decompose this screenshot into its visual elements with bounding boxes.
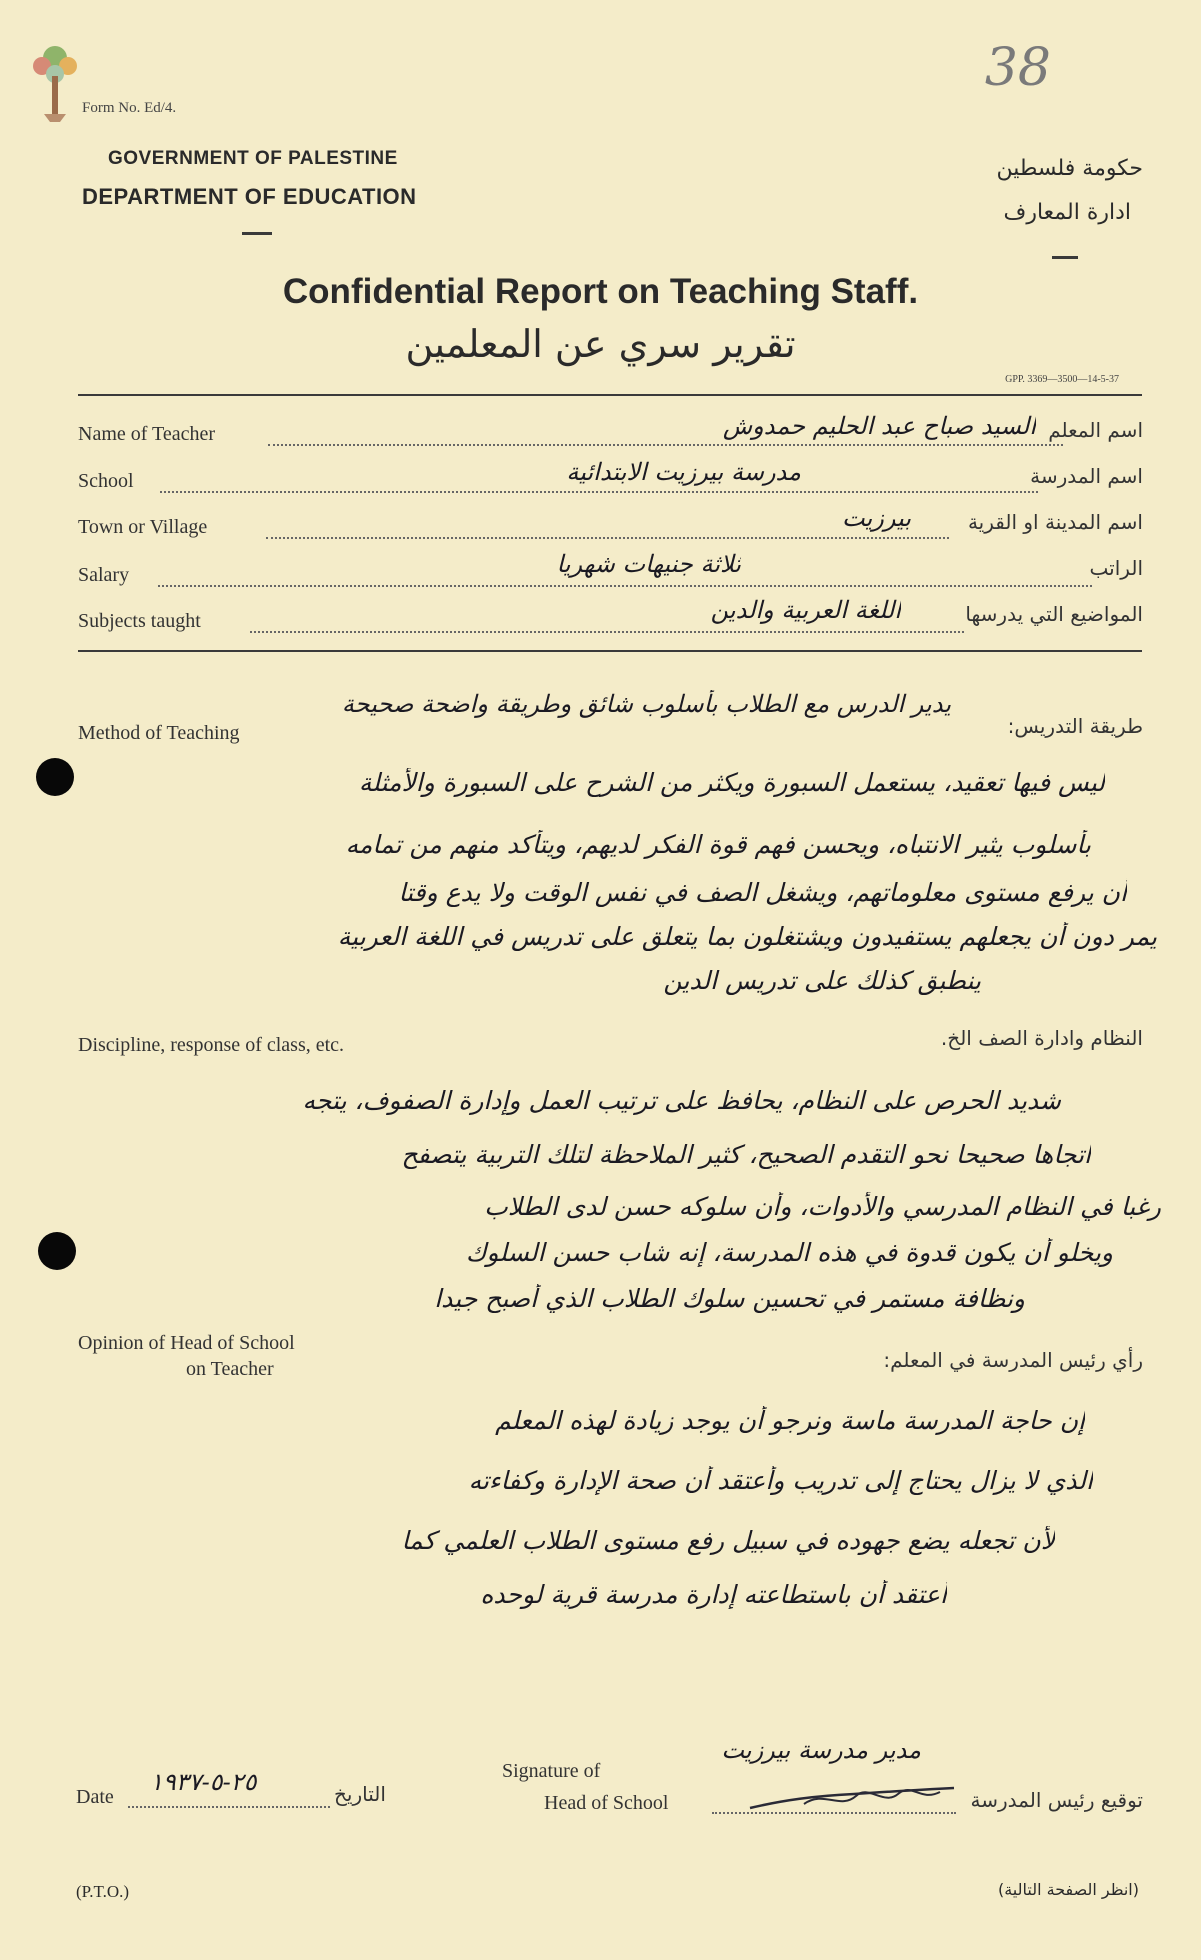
department-heading-ar: ادارة المعارف <box>1003 200 1131 225</box>
field-value-handwritten: مدرسة بيرزيت الابتدائية <box>566 458 801 486</box>
tree-logo-icon <box>24 36 86 132</box>
report-title-en: Confidential Report on Teaching Staff. <box>282 272 919 311</box>
signature-scribble-icon <box>744 1770 964 1820</box>
field-label-ar: الراتب <box>1089 556 1143 580</box>
field-label-ar: اسم المدينة او القرية <box>967 510 1143 534</box>
opinion-line-4: أعتقد أن باستطاعته إدارة مدرسة قرية لوحده <box>480 1580 947 1609</box>
date-label-ar: التاريخ <box>334 1782 386 1806</box>
discipline-line-3: رغبا في النظام المدرسي والأدوات، وأن سلوكه حسن لدى الطلاب <box>484 1192 1161 1221</box>
field-value-handwritten: السيد صباح عبد الحليم حمدوش <box>722 412 1036 440</box>
government-heading-en: GOVERNMENT OF PALESTINE <box>108 148 398 169</box>
field-label-en: Salary <box>78 564 130 586</box>
signature-label-ar: توقيع رئيس المدرسة <box>970 1788 1143 1812</box>
opinion-line-1: إن حاجة المدرسة ماسة ونرجو أن يوجد زيادة لهذه المعلم <box>495 1406 1085 1435</box>
punch-hole-top <box>36 758 74 796</box>
field-label-ar: المواضيع التي يدرسها <box>965 602 1143 626</box>
department-heading-en: DEPARTMENT OF EDUCATION <box>82 184 417 209</box>
field-value-handwritten: اللغة العربية والدين <box>710 596 901 624</box>
pto-label-ar: (انظر الصفحة التالية) <box>997 1880 1139 1899</box>
discipline-line-2: اتجاها صحيحا نحو التقدم الصحيح، كثير الملاحظة لتلك التربية يتصفح <box>401 1140 1091 1169</box>
discipline-line-1: شديد الحرص على النظام، يحافظ على ترتيب العمل وإدارة الصفوف، يتجه <box>302 1086 1061 1115</box>
method-line-3: بأسلوب يثير الانتباه، ويحسن فهم قوة الفكر لديهم، ويتأكد منهم من تمامه <box>345 830 1091 859</box>
discipline-label-ar: النظام وادارة الصف الخ. <box>940 1026 1143 1050</box>
page-number: 38 <box>984 38 1051 98</box>
field-label-en: Subjects taught <box>78 610 201 632</box>
report-title-ar: تقرير سري عن المعلمين <box>405 322 796 366</box>
opinion-label-ar: رأي رئيس المدرسة في المعلم: <box>883 1348 1143 1372</box>
field-label-ar: اسم المدرسة <box>1030 464 1143 488</box>
form-number: Form No. Ed/4. <box>82 100 177 116</box>
signature-handwritten: مدير مدرسة بيرزيت <box>721 1736 921 1764</box>
method-line-1: يدير الدرس مع الطلاب بأسلوب شائق وطريقة واضحة صحيحة <box>341 690 951 718</box>
date-dotted-line <box>128 1806 330 1808</box>
method-line-6: ينطبق كذلك على تدريس الدين <box>663 966 981 995</box>
field-label-ar: اسم المعلم <box>1048 418 1143 442</box>
signature-label-1: Signature of <box>502 1760 601 1782</box>
opinion-line-3: لأن تجعله يضع جهوده في سبيل رفع مستوى الطلاب العلمي كما <box>401 1526 1055 1555</box>
field-label-en: School <box>78 470 134 492</box>
discipline-line-5: ونظافة مستمر في تحسين سلوك الطلاب الذي أصبح جيدا <box>434 1284 1025 1313</box>
field-dotted-line <box>268 444 1063 446</box>
method-line-4: أن يرفع مستوى معلوماتهم، ويشغل الصف في نفس الوقت ولا يدع وقتا <box>398 878 1127 907</box>
header-dash-right <box>1052 256 1078 259</box>
signature-label-2: Head of School <box>544 1792 669 1814</box>
header-dash-left <box>242 232 272 235</box>
date-label: Date <box>76 1786 114 1808</box>
field-dotted-line <box>266 537 949 539</box>
fields-bottom-rule <box>78 650 1142 652</box>
method-line-2: ليس فيها تعقيد، يستعمل السبورة ويكثر من الشرح على السبورة والأمثلة <box>358 768 1105 797</box>
print-code: GPP. 3369—3500—14-5-37 <box>1005 374 1119 385</box>
opinion-line-2: الذي لا يزال يحتاج إلى تدريب وأعتقد أن صحة الإدارة وكفاءته <box>468 1466 1093 1495</box>
field-dotted-line <box>160 491 1038 493</box>
government-heading-ar: حكومة فلسطين <box>996 156 1143 181</box>
method-label-ar: طريقة التدريس: <box>1007 714 1143 738</box>
field-label-en: Name of Teacher <box>78 423 216 445</box>
field-label-en: Town or Village <box>78 516 208 538</box>
method-label-en: Method of Teaching <box>78 722 240 744</box>
pto-label: (P.T.O.) <box>76 1882 130 1901</box>
discipline-label-en: Discipline, response of class, etc. <box>78 1034 345 1056</box>
field-dotted-line <box>158 585 1092 587</box>
discipline-line-4: ويخلو أن يكون قدوة في هذه المدرسة، إنه شاب حسن السلوك <box>465 1238 1113 1267</box>
field-dotted-line <box>250 631 964 633</box>
method-line-5: يمر دون أن يجعلهم يستفيدون ويشتغلون بما يتعلق على تدريس في اللغة العربية <box>337 922 1157 951</box>
field-value-handwritten: بيرزيت <box>842 504 911 532</box>
opinion-label-en-1: Opinion of Head of School <box>78 1332 295 1354</box>
punch-hole-bottom <box>38 1232 76 1270</box>
field-value-handwritten: ثلاثة جنيهات شهريا <box>556 550 741 578</box>
opinion-label-en-2: on Teacher <box>186 1358 274 1380</box>
date-value-handwritten: ٢٥-٥-١٩٣٧ <box>150 1768 257 1796</box>
top-rule <box>78 394 1142 396</box>
